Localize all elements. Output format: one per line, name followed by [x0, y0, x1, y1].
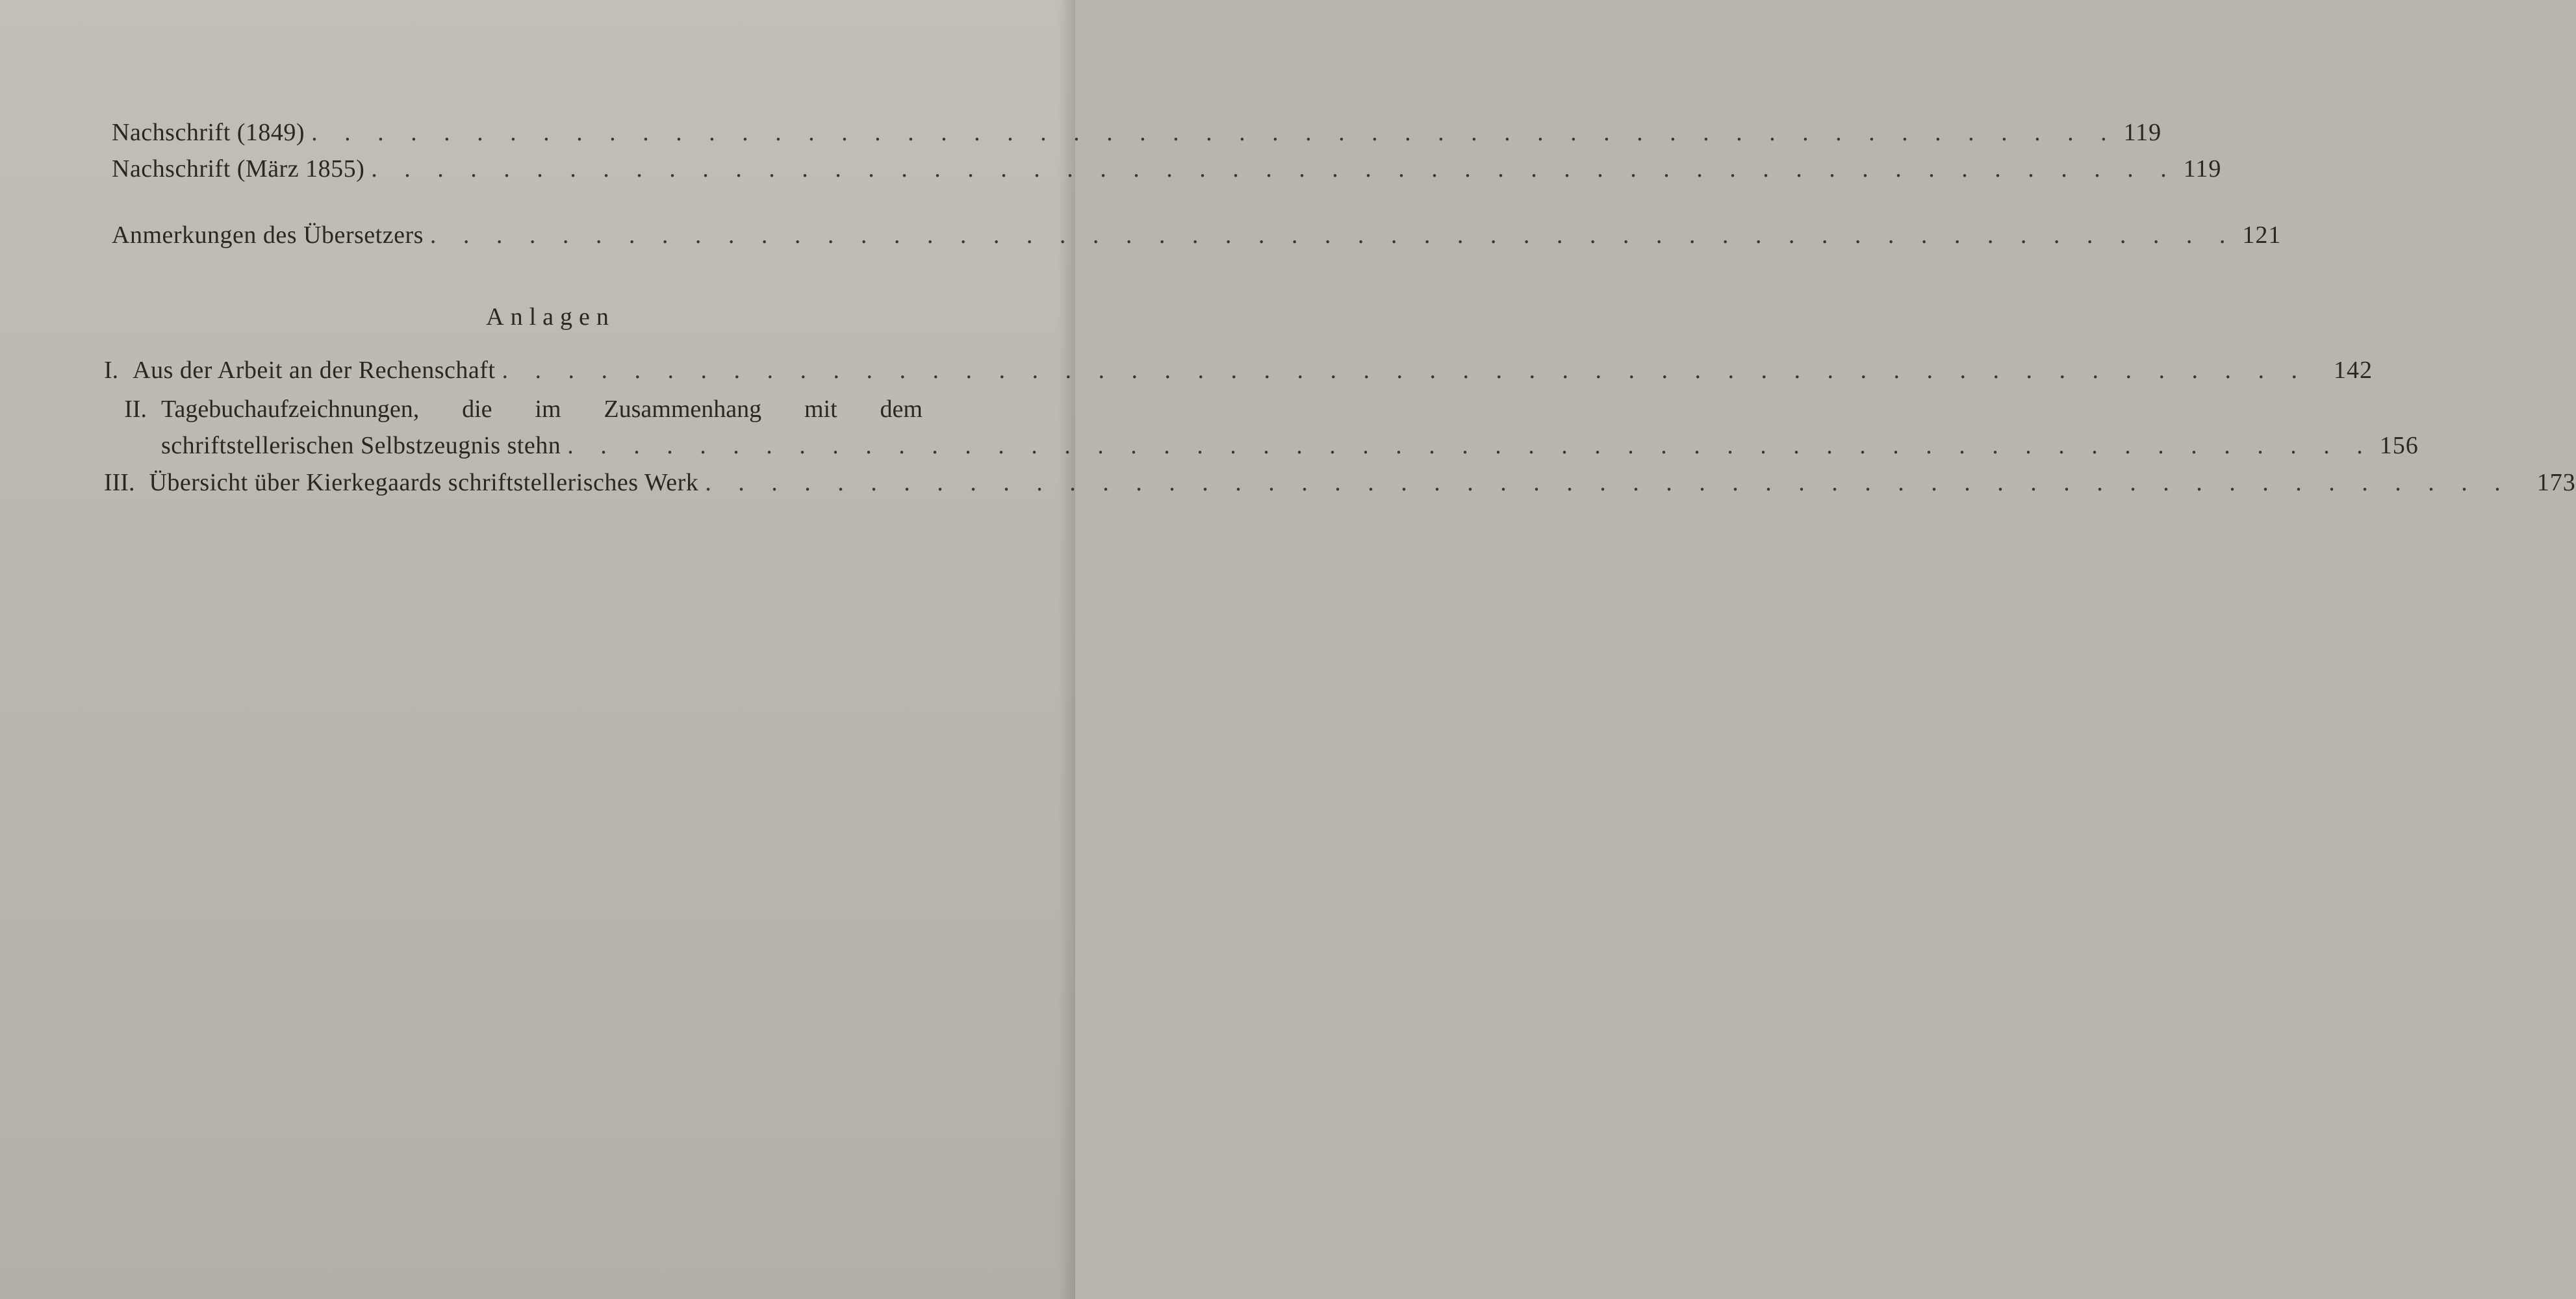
appendix-page: 142 — [2333, 357, 2373, 384]
appendix-item — [104, 352, 2373, 388]
appendix-title: Übersicht über Kierkegaards schriftstellerisches Werk — [149, 469, 699, 496]
dot-leader — [705, 464, 2511, 501]
appendix-item — [104, 464, 2576, 501]
dot-leader — [567, 427, 2373, 464]
toc-entry-page: 121 — [2242, 221, 2282, 249]
toc-entry — [112, 217, 2282, 253]
appendix-numeral: I. — [104, 357, 119, 384]
appendix-title: Aus der Arbeit an der Rechenschaft — [133, 357, 496, 384]
toc-entry-page: 119 — [2123, 119, 2162, 146]
dot-leader — [430, 217, 2236, 253]
toc-entry-page: 119 — [2183, 155, 2222, 183]
appendix-item — [104, 391, 2419, 464]
dot-leader — [311, 114, 2117, 151]
toc-entry — [112, 114, 2162, 151]
toc-entry-title: Nachschrift (1849) — [112, 119, 305, 146]
appendix-numeral: II. — [124, 396, 147, 423]
dot-leader — [502, 352, 2308, 388]
appendix-page: 173 — [2536, 469, 2576, 496]
toc-entry-title: Nachschrift (März 1855) — [112, 155, 365, 183]
toc-entry-title: Anmerkungen des Übersetzers — [112, 221, 424, 249]
appendix-title-line1: Tagebuchaufzeichnungen, die im Zusammenhang mit dem — [161, 396, 923, 423]
appendix-numeral: III. — [104, 469, 135, 496]
toc-entry — [112, 151, 2222, 187]
appendix-page: 156 — [2379, 432, 2419, 459]
appendix-title-line2: schriftstellerischen Selbstzeugnis stehn — [161, 432, 561, 459]
section-heading: Anlagen — [486, 303, 615, 331]
dot-leader — [371, 151, 2177, 187]
